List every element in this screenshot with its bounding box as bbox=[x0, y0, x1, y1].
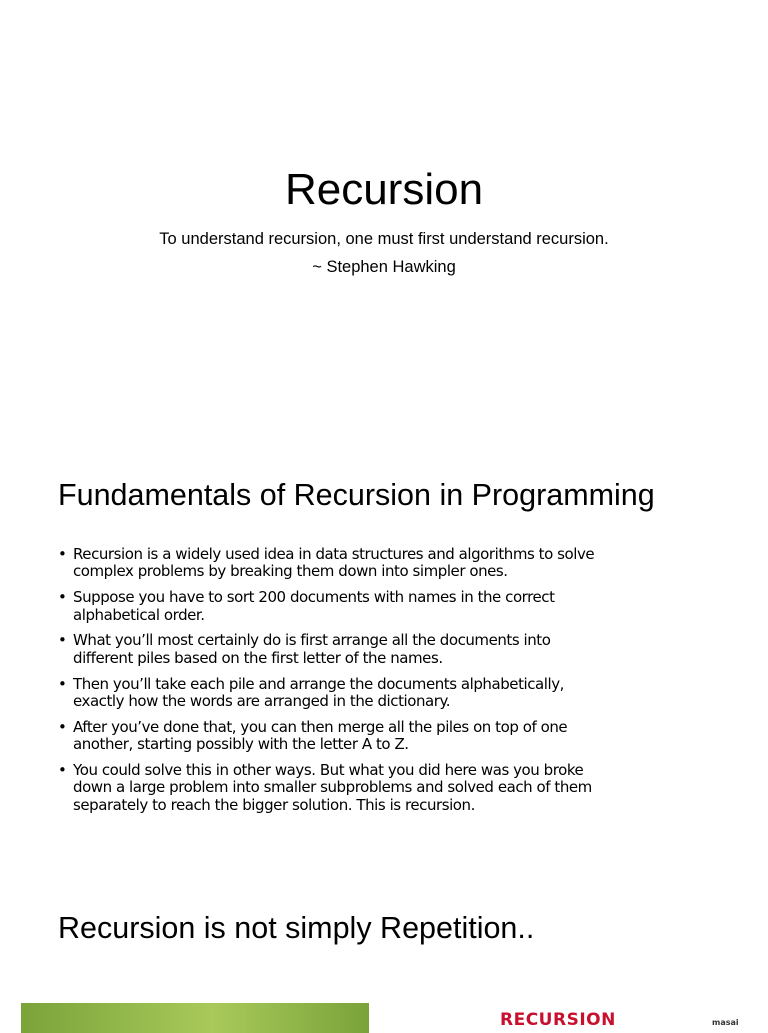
masai-logo: masai bbox=[712, 1018, 739, 1027]
bullet-line: After you’ve done that, you can then merge all the piles on top of one bbox=[73, 717, 568, 736]
repetition-slide bbox=[0, 864, 768, 1030]
bullet-line: Recursion is a widely used idea in data structures and algorithms to solve bbox=[73, 545, 595, 563]
bullet-line: another, starting possibly with the letter A to Z. bbox=[73, 735, 409, 754]
fundamentals-slide bbox=[0, 432, 768, 864]
bullet-icon: • bbox=[58, 545, 67, 563]
quote-text: To understand recursion, one must first understand recursion. bbox=[159, 230, 609, 248]
bullet-icon: • bbox=[58, 717, 67, 736]
bullet-line: alphabetical order. bbox=[73, 605, 205, 624]
bullet-line: Then you’ll take each pile and arrange the documents alphabetically, bbox=[73, 674, 564, 693]
quote-author: ~ Stephen Hawking bbox=[312, 258, 456, 276]
slide-title: Recursion bbox=[284, 165, 484, 214]
bullet-item bbox=[58, 632, 718, 667]
bullet-list bbox=[58, 546, 718, 823]
bullet-line: You could solve this in other ways. But what you did here was you broke bbox=[73, 761, 584, 780]
recursion-image-label: RECURSION bbox=[500, 1010, 616, 1030]
bullet-item bbox=[58, 546, 718, 581]
bullet-item bbox=[58, 762, 718, 814]
bullet-icon: • bbox=[58, 674, 67, 693]
slide-heading: Recursion is not simply Repetition.. bbox=[58, 911, 535, 945]
bullet-item bbox=[58, 676, 718, 711]
title-slide bbox=[0, 0, 768, 432]
bullet-item bbox=[58, 719, 718, 754]
bullet-icon: • bbox=[58, 761, 67, 780]
bullet-icon: • bbox=[58, 588, 67, 607]
bullet-line: What you’ll most certainly do is first arrange all the documents into bbox=[73, 631, 551, 650]
bullet-line: different piles based on the first letter of the names. bbox=[73, 648, 443, 667]
slide-image bbox=[21, 1003, 369, 1033]
bullet-line: complex problems by breaking them down into simpler ones. bbox=[73, 562, 508, 581]
bullet-line: separately to reach the bigger solution. This is recursion. bbox=[73, 795, 475, 814]
slide-heading: Fundamentals of Recursion in Programming bbox=[58, 478, 655, 512]
bullet-icon: • bbox=[58, 631, 67, 650]
bullet-line: exactly how the words are arranged in the dictionary. bbox=[73, 692, 451, 711]
bullet-line: down a large problem into smaller subproblems and solved each of them bbox=[73, 778, 592, 797]
bullet-line: Suppose you have to sort 200 documents with names in the correct bbox=[73, 588, 555, 607]
bullet-item bbox=[58, 589, 718, 624]
